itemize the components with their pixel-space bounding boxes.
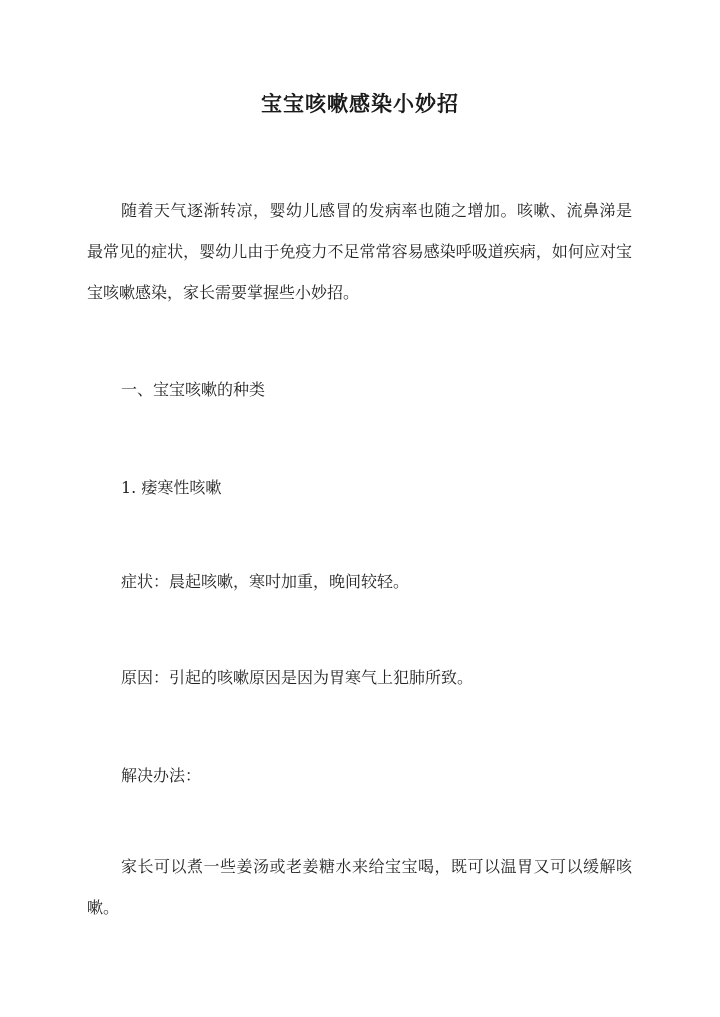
symptom-text: 症状：晨起咳嗽，寒吋加重，晚间较轻。: [121, 572, 410, 591]
document-title: 宝宝咳嗽感染小妙招: [261, 91, 459, 116]
section-heading: 一、宝宝咳嗽的种类: [121, 380, 266, 399]
solution-paragraph: 家长可以煮一些姜汤或老姜糖水来给宝宝喝，既可以温胃又可以缓解咳嗽。: [87, 857, 632, 917]
solution-label: 解决办法：: [121, 766, 202, 785]
cause-text: 原因：引起的咳嗽原因是因为胃寒气上犯肺所致。: [121, 668, 474, 687]
intro-paragraph: 随着天气逐渐转凉，婴幼儿感冒的发病率也随之增加。咳嗽、流鼻涕是最常见的症状，婴幼儿由于免疫力不足常常容易感染呼吸道疾病，如何应对宝宝咳嗽感染，家长需要掌握些小妙招。: [87, 201, 632, 302]
subsection-heading: 1. 痿寒性咳嗽: [121, 478, 222, 497]
